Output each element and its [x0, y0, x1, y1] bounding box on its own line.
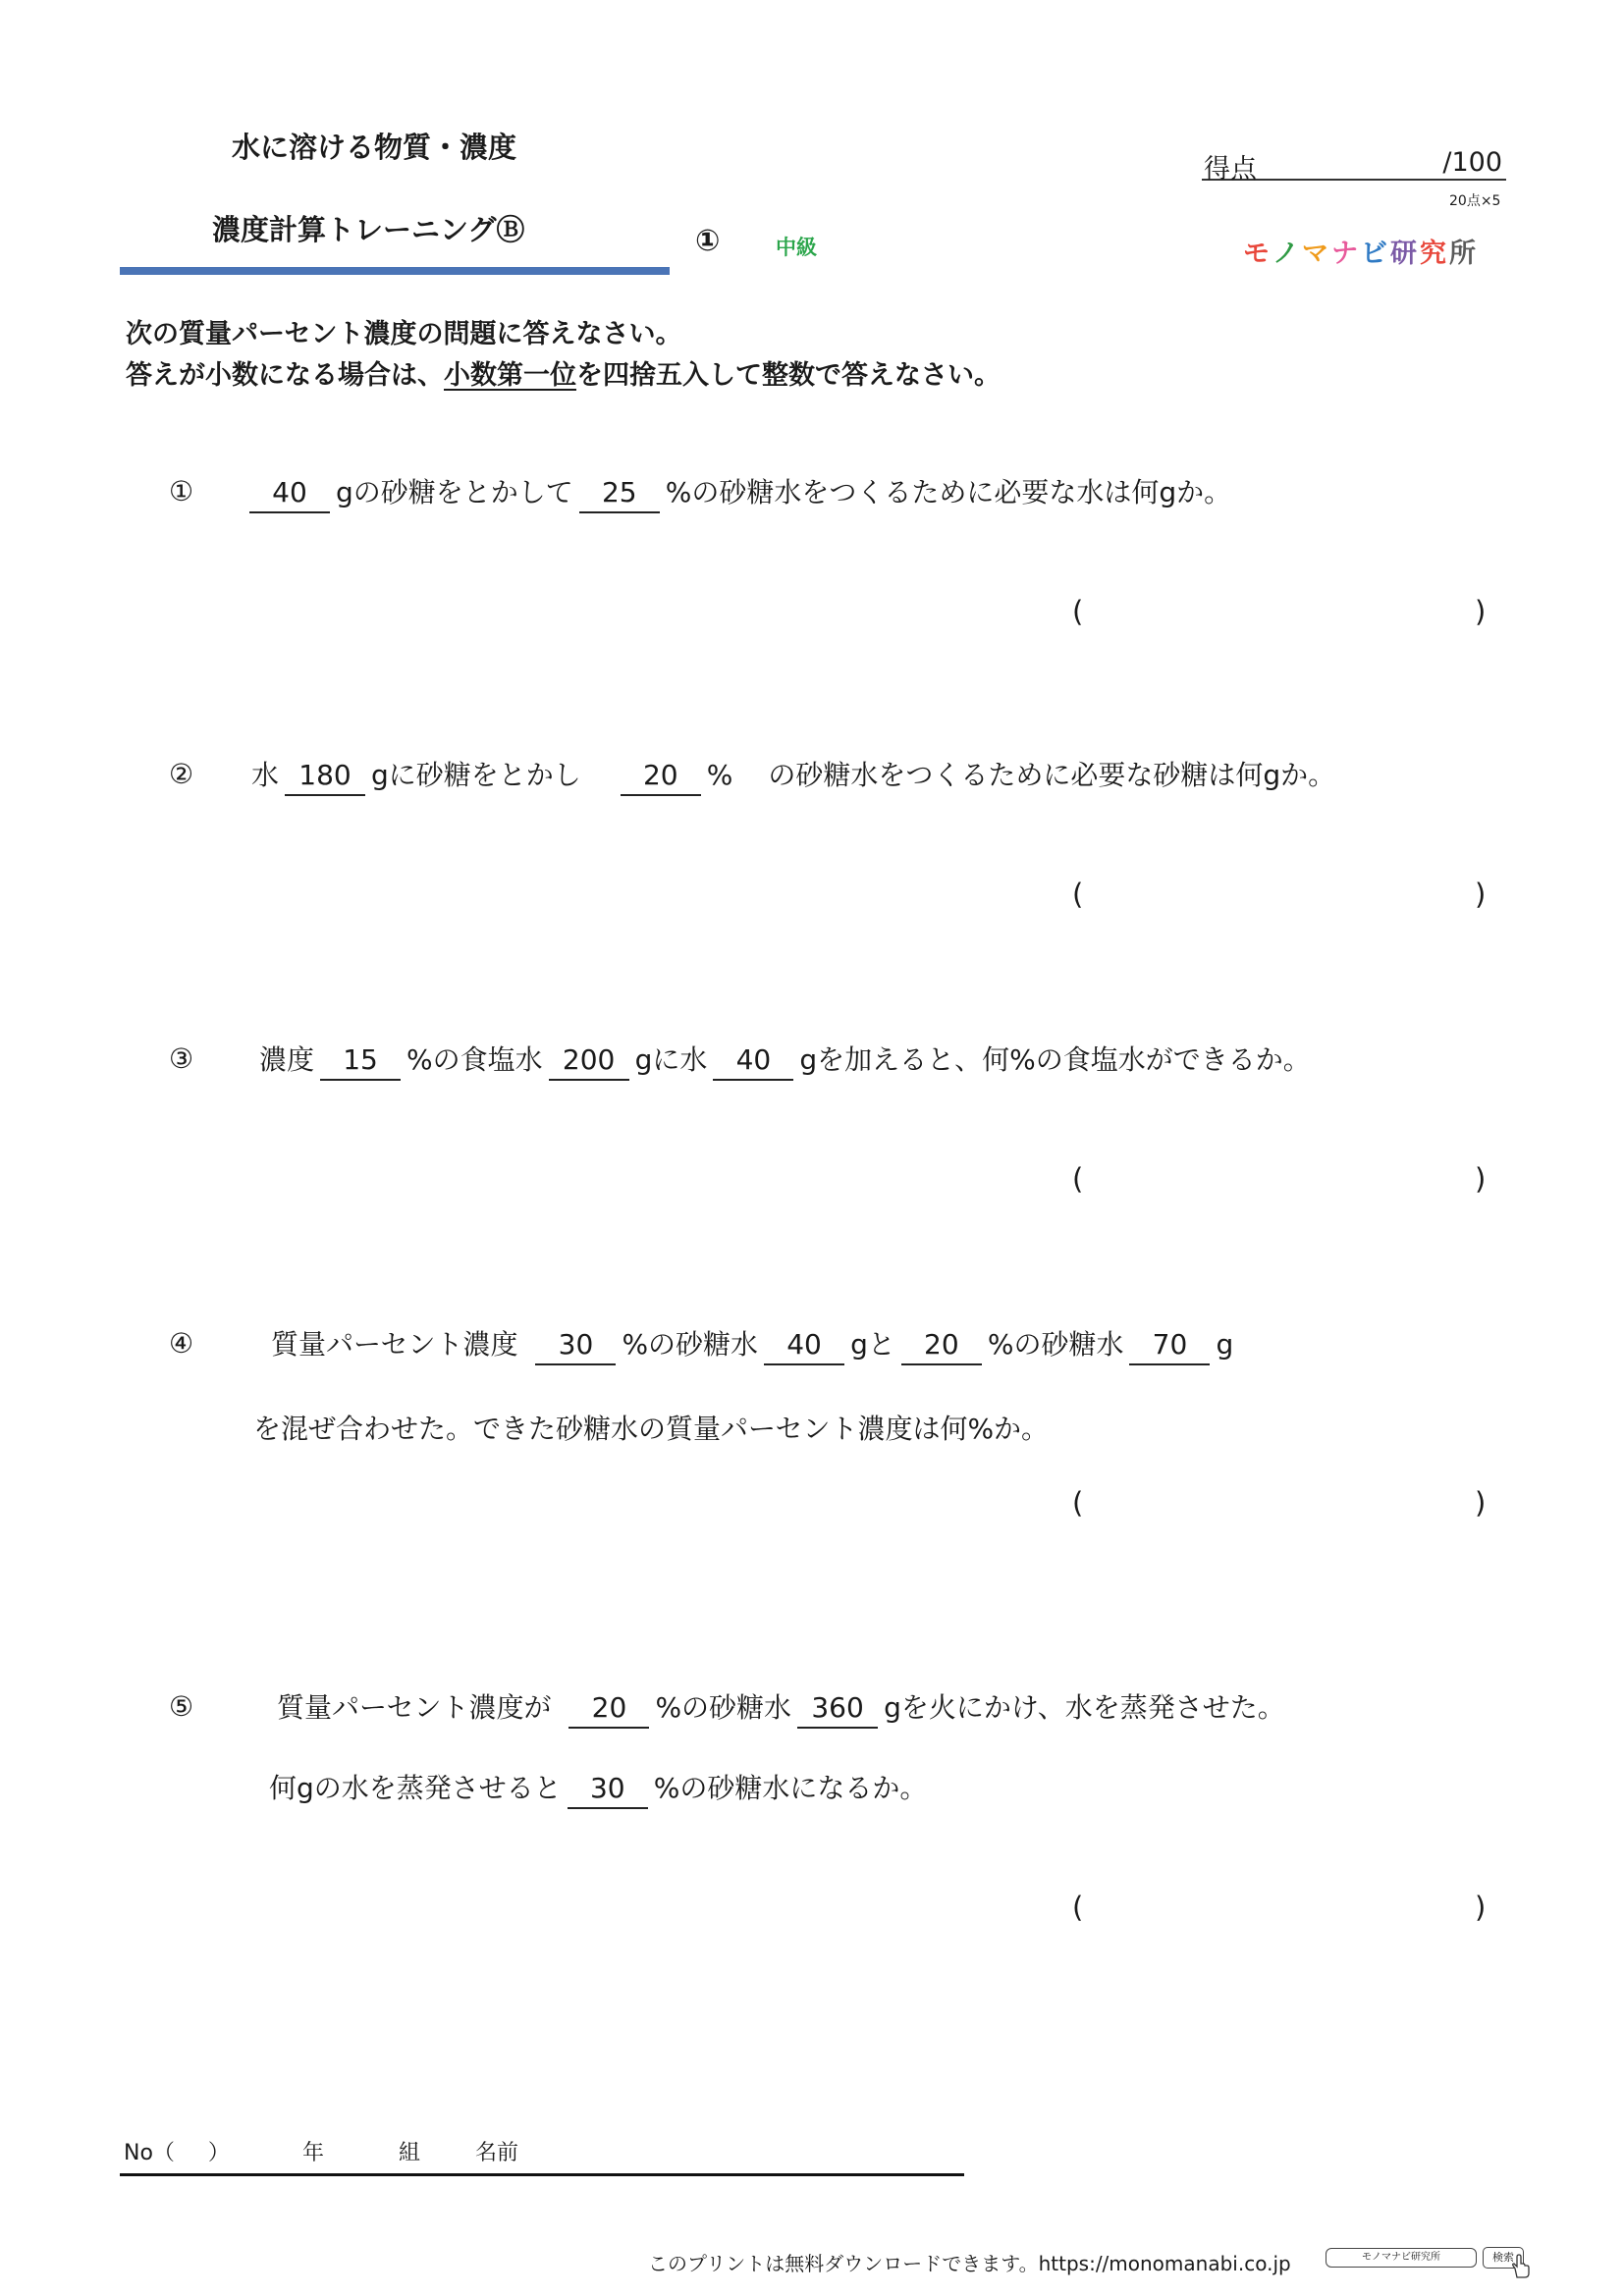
question-text: %の砂糖水: [655, 1691, 792, 1724]
question-text: の砂糖水をつくるために必要な砂糖は何gか。: [768, 759, 1336, 791]
given-value: 15: [320, 1041, 401, 1081]
worksheet-subtitle: 濃度計算トレーニングⒷ: [212, 213, 525, 246]
hand-cursor-icon: [1510, 2254, 1532, 2283]
question-5-text-line-2: [269, 1767, 927, 1809]
student-number-close: ）: [207, 2141, 230, 2165]
instruction-text: 答えが小数になる場合は、: [126, 360, 444, 391]
question-text: %の砂糖水になるか。: [653, 1772, 928, 1804]
question-4-text-line-2: を混ぜ合わせた。できた砂糖水の質量パーセント濃度は何%か。: [253, 1413, 1050, 1445]
level-number: ①: [695, 224, 721, 258]
question-text: g: [1216, 1328, 1234, 1361]
answer-open-paren: (: [1072, 1162, 1084, 1196]
answer-open-paren: (: [1072, 1486, 1084, 1520]
given-value: 40: [249, 474, 330, 513]
answer-close-paren: ): [1475, 1891, 1487, 1924]
instruction-line-2: [126, 353, 1001, 392]
question-text: %の食塩水: [406, 1043, 543, 1076]
logo-char: ビ: [1361, 239, 1390, 269]
question-text: 何gの水を蒸発させると: [269, 1772, 562, 1804]
score-box: [1202, 147, 1506, 185]
score-label: 得点: [1204, 154, 1257, 185]
question-number: ①: [169, 475, 194, 507]
question-text: 濃度: [259, 1043, 315, 1076]
given-value: 30: [568, 1770, 648, 1809]
search-button: 検索: [1483, 2247, 1524, 2269]
answer-close-paren: ): [1475, 878, 1487, 911]
logo-char: モ: [1243, 239, 1272, 269]
question-text: gを火にかけ、水を蒸発させた。: [884, 1691, 1285, 1724]
title-underline-bar: [120, 267, 670, 275]
brand-logo: [1243, 232, 1479, 270]
question-number: ④: [169, 1327, 194, 1360]
question-text: gと: [850, 1328, 895, 1361]
question-number: ②: [169, 758, 194, 790]
footer-text: このプリントは無料ダウンロードできます。https://monomanabi.co.jp: [648, 2252, 1291, 2275]
answer-open-paren: (: [1072, 878, 1084, 911]
question-text: %の砂糖水をつくるために必要な水は何gか。: [665, 476, 1232, 508]
logo-char: ノ: [1272, 239, 1302, 269]
answer-open-paren: (: [1072, 595, 1084, 628]
question-number: ③: [169, 1042, 194, 1075]
question-3-text: [259, 1039, 1311, 1081]
given-value: 30: [535, 1326, 616, 1365]
question-text: gの砂糖をとかして: [336, 476, 573, 508]
instruction-line-1: 次の質量パーセント濃度の問題に答えなさい。: [126, 319, 682, 349]
student-number-label: No（: [124, 2141, 175, 2165]
question-text: gを加えると、何%の食塩水ができるか。: [799, 1043, 1311, 1076]
question-number: ⑤: [169, 1690, 194, 1723]
given-value: 40: [764, 1326, 844, 1365]
answer-close-paren: ): [1475, 1486, 1487, 1520]
question-text: gに水: [634, 1043, 708, 1076]
given-value: 70: [1129, 1326, 1210, 1365]
score-note: 20点×5: [1449, 193, 1501, 209]
given-value: 180: [285, 757, 365, 796]
question-text: %の砂糖水: [987, 1328, 1124, 1361]
year-label: 年: [301, 2141, 324, 2165]
name-underline: [120, 2173, 964, 2176]
instruction-text: を四捨五入して整数で答えなさい。: [576, 360, 1001, 391]
question-5-text: [277, 1686, 1285, 1729]
logo-char: 所: [1449, 239, 1479, 269]
question-4-text: [271, 1323, 1233, 1365]
answer-close-paren: ): [1475, 595, 1487, 628]
given-value: 200: [549, 1041, 629, 1081]
answer-close-paren: ): [1475, 1162, 1487, 1196]
question-2-text: [251, 754, 1335, 796]
score-total: /100: [1442, 147, 1502, 178]
class-label: 組: [398, 2141, 420, 2165]
name-row: [124, 2136, 518, 2166]
given-value: 40: [713, 1041, 793, 1081]
question-1-text: [244, 471, 1231, 513]
question-text: gに砂糖をとかし: [371, 759, 581, 791]
logo-char: 究: [1420, 239, 1449, 269]
instruction-emphasis: 小数第一位: [444, 360, 576, 391]
question-text: 質量パーセント濃度が: [277, 1691, 552, 1724]
search-box: モノマナビ研究所: [1326, 2248, 1477, 2268]
given-value: 25: [579, 474, 660, 513]
question-text: %: [706, 759, 733, 791]
question-text: 質量パーセント濃度: [271, 1328, 518, 1361]
given-value: 20: [901, 1326, 982, 1365]
given-value: 360: [797, 1689, 878, 1729]
question-text: 水: [251, 759, 280, 791]
logo-char: 研: [1390, 239, 1420, 269]
given-value: 20: [568, 1689, 649, 1729]
logo-char: マ: [1302, 239, 1331, 269]
given-value: 20: [621, 757, 701, 796]
worksheet-title: 水に溶ける物質・濃度: [232, 131, 517, 164]
name-label: 名前: [474, 2141, 518, 2165]
logo-char: ナ: [1331, 239, 1361, 269]
answer-open-paren: (: [1072, 1891, 1084, 1924]
level-label: 中級: [776, 236, 817, 259]
question-text: %の砂糖水: [622, 1328, 759, 1361]
